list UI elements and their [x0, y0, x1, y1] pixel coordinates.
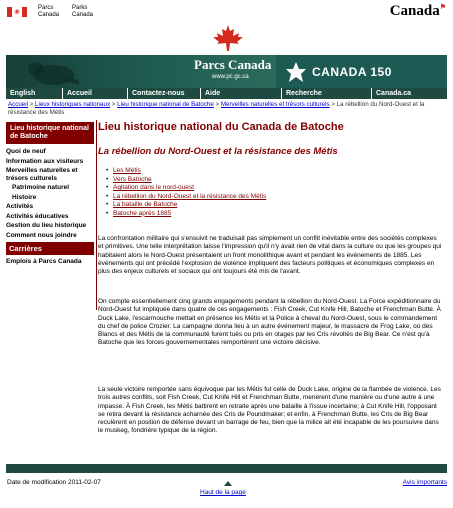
page-title: Lieu historique national du Canada de Batoche [98, 121, 344, 133]
important-notices-link[interactable]: Avis importants [402, 479, 447, 486]
nav-contactez-nous[interactable]: Contactez-nous [128, 88, 201, 99]
back-to-top-link[interactable]: Haut de la page [200, 489, 246, 496]
sidebar [6, 122, 94, 267]
sidebar-item-contact[interactable]: Comment nous joindre [6, 231, 77, 239]
toc-item [113, 167, 447, 176]
sidebar-item-gestion[interactable]: Gestion du lieu historique [6, 222, 87, 229]
toc-link-bataille[interactable]: La bataille de Batoche [113, 201, 178, 208]
main-content [98, 121, 447, 218]
nav-aide[interactable]: Aide [201, 88, 282, 99]
toc-item [113, 176, 447, 185]
toc-link-apres-1885[interactable]: Batoche après 1885 [113, 209, 172, 217]
toc-link-agitation[interactable]: Agitation dans le nord-ouest [113, 184, 194, 191]
page-subtitle: La rébellion du Nord-Ouest et la résistance des Métis [98, 146, 338, 157]
breadcrumb-accueil[interactable]: Accueil [8, 101, 28, 108]
toc-link-rebellion[interactable]: La rébellion du Nord-Ouest et la résistance des Métis [113, 192, 267, 200]
sidebar-item-histoire[interactable]: Histoire [12, 193, 37, 201]
canada-150-logo: CANADA 150 [284, 59, 447, 84]
wordmark-flag-icon: ⚑ [439, 3, 446, 11]
nav-english[interactable]: English [6, 88, 63, 99]
sidebar-item-activites[interactable]: Activités [6, 203, 34, 210]
paragraph-1: La confrontation militaire qui s'ensuivit ne traduisait pas simplement un conflit inévitable entre des sociétés complexes et primitives. Une telle interprétation laisse l'impression qu'il n'y avait rien de vital dans la culture ou que les groupes qui habitaient alors le Nord-Ouest présentaient un front monolithique avant et pendant les événements de 1885. Les événements qui ont précédé l'explosion de violence impliquent des facteurs politiques et économiques complexes en plus des enjeux culturels et sociaux qui ont toujours été mis de l'avant. [98, 235, 442, 276]
main-nav [6, 88, 447, 99]
breadcrumb-current: La rébellion du Nord-Ouest et la résistance des Métis [8, 101, 425, 116]
footer-bar [6, 464, 447, 473]
up-arrow-icon[interactable] [224, 481, 232, 486]
date-modified: Date de modification 2011-02-07 [7, 479, 101, 486]
beaver-logo-icon [24, 57, 82, 87]
sidebar-item-patrimoine[interactable]: Patrimoine naturel [12, 184, 70, 191]
breadcrumb-batoche[interactable]: Lieu historique national de Batoche [117, 101, 214, 108]
nav-recherche[interactable]: Recherche [282, 88, 372, 99]
toc-item [113, 210, 447, 219]
breadcrumb-merveilles[interactable]: Merveilles naturelles et trésors culturels [220, 101, 330, 108]
sidebar-divider [96, 120, 97, 310]
toc-item [113, 201, 447, 210]
canada-flag-icon: ❀ [7, 7, 27, 17]
toc-link-vers-batoche[interactable]: Vers Batoche [113, 175, 152, 183]
toc-item [113, 193, 447, 202]
banner [6, 55, 447, 88]
sidebar-careers-header: Carrières [6, 242, 94, 255]
breadcrumb-lieux-historiques[interactable]: Lieux historiques nationaux [35, 101, 111, 108]
banner-title: Parcs Canada [194, 57, 272, 72]
toc-item [113, 184, 447, 193]
canada-wordmark: Canada⚑ [389, 3, 446, 19]
maple-leaf-icon [210, 24, 246, 52]
nav-accueil[interactable]: Accueil [63, 88, 128, 99]
canada-150-leaf-icon [284, 60, 308, 84]
paragraph-2: On compte essentiellement cinq grands engagements pendant la rébellion du Nord-Ouest. La Force expéditionnaire du Nord-Ouest fut impliquée dans quatre de ces engagements : Fish Creek, Cut Knife Hill, Batoche et Frenchman Butte. À Duck Lake, l'escarmouche mettait en présence les Métis et la Police à cheval du Nord-Ouest, sous le commandement du chef de police Crozier. La campagne donna lieu à un autre événement majeur, le massacre de Frog Lake, où des Blancs et des Métis de la communauté furent tués ou pris en otages par les Cris révoltés de Big Bear. Ce n'est qu'à Batoche que les forces gouvernementales remportèrent une victoire décisive. [98, 298, 441, 347]
parks-canada-signature: Parks Canada [72, 5, 94, 18]
top-bar [0, 0, 453, 26]
sidebar-item-information[interactable]: Information aux visiteurs [6, 157, 84, 165]
nav-canada-ca[interactable]: Canada.ca [376, 90, 412, 97]
toc-link-metis[interactable]: Les Métis [113, 167, 141, 174]
sidebar-header[interactable]: Lieu historique national de Batoche [6, 122, 94, 144]
parcs-canada-signature: Parcs Canada [38, 5, 60, 18]
paragraph-3: La seule victoire remportée sans équivoque par les Métis fut celle de Duck Lake, origine de la flambée de violence. Les trois autres conflits, soit Fish Creek, Cut Knife Hill et Frenchman Butte, menèrent d'une manière ou d'une autre à une impasse. À Fish Creek, les Métis battirent en retraite après une bataille à l'issue incertaine; à Cut Knife Hill, l'opposant se retira devant la résistance acharnée des Cris de Poundmaker; et enfin, à Frenchman Butte, les Cris de Big Bear reculèrent en position de défense devant un barrage de feu, bien que la milice ait été incapable de les poursuivre dans le muskeg, fondrière typique de la région. [98, 386, 441, 435]
sidebar-item-merveilles[interactable]: Merveilles naturelles et trésors culturels [6, 167, 78, 182]
sidebar-item-activites-educatives[interactable]: Activités éducatives [6, 212, 69, 220]
banner-url: www.pc.gc.ca [212, 74, 249, 80]
sidebar-item-quoi-de-neuf[interactable]: Quoi de neuf [6, 148, 46, 155]
breadcrumb: Accueil > Lieux historiques nationaux > Lieu historique national de Batoche > Merveilles naturelles et trésors culturels > La rébellion du Nord-Ouest et la résistance des Métis [8, 101, 425, 116]
table-of-contents [113, 167, 447, 218]
sidebar-item-emplois[interactable]: Emplois à Parcs Canada [6, 258, 82, 265]
